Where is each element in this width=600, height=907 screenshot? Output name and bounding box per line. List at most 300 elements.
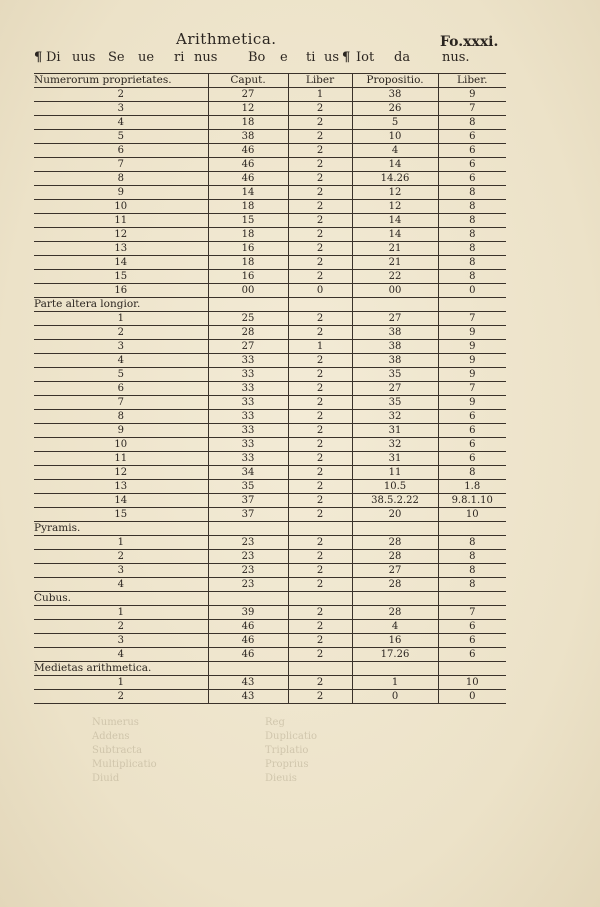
propositio-value: 1	[352, 676, 438, 690]
propositio-value: 4	[352, 144, 438, 158]
liber-value: 2	[288, 494, 352, 508]
row-number: 6	[34, 144, 208, 158]
liber-value: 2	[288, 634, 352, 648]
row-number: 2	[34, 550, 208, 564]
caput-value: 28	[208, 326, 288, 340]
propositio-value: 38.5.2.22	[352, 494, 438, 508]
heading-word: e	[280, 50, 288, 65]
liber-value: 2	[288, 676, 352, 690]
caput-value: 46	[208, 144, 288, 158]
empty-cell	[438, 592, 506, 606]
propositio-value: 38	[352, 354, 438, 368]
table-row	[34, 186, 506, 200]
row-number: 1	[34, 536, 208, 550]
caput-value: 43	[208, 690, 288, 704]
liber-value: 2	[288, 438, 352, 452]
table-row	[34, 480, 506, 494]
pilcrow-icon: ¶	[34, 50, 43, 65]
row-number: 13	[34, 480, 208, 494]
caput-value: 34	[208, 466, 288, 480]
heading-word: ue	[138, 50, 155, 65]
liber-value: 2	[288, 200, 352, 214]
section-title: Pyramis.	[34, 522, 208, 536]
show-through-line: Multiplicatio	[92, 759, 157, 770]
heading-word: Di	[46, 50, 61, 65]
liber2-value: 6	[438, 438, 506, 452]
liber2-value: 6	[438, 172, 506, 186]
liber2-value: 8	[438, 578, 506, 592]
table-row	[34, 116, 506, 130]
caput-value: 23	[208, 578, 288, 592]
propositio-value: 35	[352, 396, 438, 410]
table-row	[34, 396, 506, 410]
section-row	[34, 522, 506, 536]
liber-value: 2	[288, 326, 352, 340]
caput-value: 18	[208, 200, 288, 214]
column-header: Propositio.	[352, 74, 438, 88]
liber-value: 2	[288, 606, 352, 620]
liber2-value: 6	[438, 424, 506, 438]
liber-value: 2	[288, 312, 352, 326]
table-row	[34, 606, 506, 620]
row-number: 2	[34, 88, 208, 102]
table-row	[34, 410, 506, 424]
pilcrow-icon: ¶	[342, 50, 351, 65]
row-number: 11	[34, 452, 208, 466]
table-row	[34, 648, 506, 662]
caput-value: 46	[208, 158, 288, 172]
row-number: 16	[34, 284, 208, 298]
table-row	[34, 368, 506, 382]
empty-cell	[288, 662, 352, 676]
liber-value: 2	[288, 452, 352, 466]
row-number: 7	[34, 158, 208, 172]
liber-value: 2	[288, 396, 352, 410]
row-number: 3	[34, 634, 208, 648]
propositio-value: 31	[352, 452, 438, 466]
propositio-value: 14.26	[352, 172, 438, 186]
caput-value: 23	[208, 550, 288, 564]
empty-cell	[438, 522, 506, 536]
table-row	[34, 564, 506, 578]
row-number: 9	[34, 424, 208, 438]
empty-cell	[438, 662, 506, 676]
propositio-value: 32	[352, 438, 438, 452]
propositio-value: 12	[352, 186, 438, 200]
propositio-value: 32	[352, 410, 438, 424]
liber2-value: 8	[438, 270, 506, 284]
table-row	[34, 494, 506, 508]
heading-word: ri	[174, 50, 185, 65]
liber-value: 2	[288, 102, 352, 116]
caput-value: 27	[208, 88, 288, 102]
caput-value: 23	[208, 536, 288, 550]
propositio-value: 14	[352, 228, 438, 242]
caput-value: 33	[208, 382, 288, 396]
table-header-row	[34, 74, 506, 88]
liber-value: 2	[288, 508, 352, 522]
table-row	[34, 340, 506, 354]
liber-value: 2	[288, 564, 352, 578]
liber2-value: 10	[438, 676, 506, 690]
table-row	[34, 452, 506, 466]
liber2-value: 8	[438, 550, 506, 564]
column-header: Caput.	[208, 74, 288, 88]
heading-word: da	[394, 50, 411, 65]
table-row	[34, 102, 506, 116]
row-number: 12	[34, 466, 208, 480]
table-row	[34, 326, 506, 340]
row-number: 3	[34, 564, 208, 578]
section-row	[34, 298, 506, 312]
liber2-value: 8	[438, 200, 506, 214]
empty-cell	[352, 592, 438, 606]
table-row	[34, 536, 506, 550]
table-row	[34, 438, 506, 452]
liber2-value: 8	[438, 186, 506, 200]
table-row	[34, 382, 506, 396]
liber-value: 2	[288, 228, 352, 242]
proprietates-table	[34, 73, 506, 704]
caput-value: 18	[208, 256, 288, 270]
caput-value: 46	[208, 634, 288, 648]
propositio-value: 10	[352, 130, 438, 144]
caput-value: 25	[208, 312, 288, 326]
show-through-line: Diuid	[92, 773, 120, 784]
caput-value: 33	[208, 424, 288, 438]
liber2-value: 10	[438, 508, 506, 522]
liber-value: 2	[288, 158, 352, 172]
empty-cell	[438, 298, 506, 312]
row-number: 5	[34, 368, 208, 382]
table-row	[34, 130, 506, 144]
table-row	[34, 620, 506, 634]
propositio-value: 31	[352, 424, 438, 438]
row-number: 3	[34, 102, 208, 116]
empty-cell	[352, 522, 438, 536]
liber2-value: 9	[438, 340, 506, 354]
row-number: 12	[34, 228, 208, 242]
row-number: 2	[34, 690, 208, 704]
propositio-value: 14	[352, 158, 438, 172]
liber-value: 2	[288, 242, 352, 256]
propositio-value: 20	[352, 508, 438, 522]
liber-value: 2	[288, 536, 352, 550]
propositio-value: 17.26	[352, 648, 438, 662]
caput-value: 35	[208, 480, 288, 494]
caput-value: 37	[208, 508, 288, 522]
caput-value: 37	[208, 494, 288, 508]
liber2-value: 6	[438, 158, 506, 172]
caput-value: 33	[208, 368, 288, 382]
row-number: 1	[34, 606, 208, 620]
table-row	[34, 354, 506, 368]
caput-value: 39	[208, 606, 288, 620]
row-number: 13	[34, 242, 208, 256]
row-number: 4	[34, 116, 208, 130]
table-row	[34, 172, 506, 186]
heading-word: nus.	[442, 50, 470, 65]
liber2-value: 6	[438, 410, 506, 424]
caput-value: 46	[208, 620, 288, 634]
row-number: 15	[34, 508, 208, 522]
table-row	[34, 270, 506, 284]
caput-value: 12	[208, 102, 288, 116]
running-title: Arithmetica.	[176, 30, 277, 48]
table-row	[34, 144, 506, 158]
row-number: 3	[34, 340, 208, 354]
show-through-text-left	[92, 716, 157, 786]
propositio-value: 12	[352, 200, 438, 214]
propositio-value: 38	[352, 340, 438, 354]
empty-cell	[208, 522, 288, 536]
propositio-value: 27	[352, 564, 438, 578]
propositio-value: 35	[352, 368, 438, 382]
liber-value: 2	[288, 130, 352, 144]
liber2-value: 9.8.1.10	[438, 494, 506, 508]
table-row	[34, 256, 506, 270]
row-number: 1	[34, 676, 208, 690]
column-header: Liber	[288, 74, 352, 88]
caput-value: 46	[208, 648, 288, 662]
liber2-value: 9	[438, 368, 506, 382]
propositio-value: 22	[352, 270, 438, 284]
caput-value: 46	[208, 172, 288, 186]
row-number: 1	[34, 312, 208, 326]
table-row	[34, 200, 506, 214]
liber2-value: 0	[438, 690, 506, 704]
show-through-text-right	[265, 716, 317, 786]
show-through-line: Addens	[92, 731, 130, 742]
liber-value: 2	[288, 578, 352, 592]
column-header: Liber.	[438, 74, 506, 88]
liber-value: 0	[288, 284, 352, 298]
section-title: Parte altera longior.	[34, 298, 208, 312]
row-number: 14	[34, 494, 208, 508]
row-number: 11	[34, 214, 208, 228]
liber2-value: 8	[438, 214, 506, 228]
row-number: 4	[34, 648, 208, 662]
section-row	[34, 662, 506, 676]
empty-cell	[208, 662, 288, 676]
liber-value: 2	[288, 466, 352, 480]
liber2-value: 8	[438, 116, 506, 130]
show-through-line: Numerus	[92, 717, 139, 728]
liber2-value: 8	[438, 242, 506, 256]
liber2-value: 8	[438, 256, 506, 270]
caput-value: 33	[208, 438, 288, 452]
table-row	[34, 508, 506, 522]
caput-value: 33	[208, 354, 288, 368]
liber-value: 2	[288, 116, 352, 130]
row-number: 5	[34, 130, 208, 144]
caput-value: 23	[208, 564, 288, 578]
liber2-value: 9	[438, 326, 506, 340]
liber-value: 2	[288, 410, 352, 424]
table-row	[34, 550, 506, 564]
liber-value: 2	[288, 424, 352, 438]
liber-value: 1	[288, 340, 352, 354]
liber2-value: 1.8	[438, 480, 506, 494]
section-title: Cubus.	[34, 592, 208, 606]
propositio-value: 21	[352, 256, 438, 270]
propositio-value: 28	[352, 578, 438, 592]
row-number: 2	[34, 620, 208, 634]
liber2-value: 8	[438, 228, 506, 242]
liber-value: 2	[288, 382, 352, 396]
caput-value: 14	[208, 186, 288, 200]
propositio-value: 38	[352, 88, 438, 102]
caput-value: 33	[208, 452, 288, 466]
table-row	[34, 466, 506, 480]
liber-value: 2	[288, 620, 352, 634]
caput-value: 43	[208, 676, 288, 690]
caput-value: 33	[208, 410, 288, 424]
table-row	[34, 634, 506, 648]
show-through-line: Reg	[265, 717, 285, 728]
liber-value: 2	[288, 690, 352, 704]
table-row	[34, 690, 506, 704]
propositio-value: 10.5	[352, 480, 438, 494]
propositio-value: 28	[352, 606, 438, 620]
caput-value: 27	[208, 340, 288, 354]
show-through-line: Duplicatio	[265, 731, 318, 742]
table-body	[34, 88, 506, 704]
liber-value: 2	[288, 214, 352, 228]
liber-value: 2	[288, 550, 352, 564]
liber-value: 2	[288, 368, 352, 382]
liber2-value: 6	[438, 634, 506, 648]
show-through-line: Triplatio	[265, 745, 309, 756]
liber-value: 2	[288, 648, 352, 662]
liber-value: 2	[288, 186, 352, 200]
show-through-line: Subtracta	[92, 745, 143, 756]
liber-value: 2	[288, 270, 352, 284]
table-row	[34, 284, 506, 298]
liber-value: 2	[288, 172, 352, 186]
section-title: Medietas arithmetica.	[34, 662, 208, 676]
empty-cell	[352, 662, 438, 676]
row-number: 2	[34, 326, 208, 340]
liber2-value: 6	[438, 144, 506, 158]
table-row	[34, 158, 506, 172]
heading-word: ti	[306, 50, 316, 65]
row-number: 10	[34, 200, 208, 214]
empty-cell	[288, 522, 352, 536]
table-row	[34, 214, 506, 228]
liber-value: 1	[288, 88, 352, 102]
row-number: 15	[34, 270, 208, 284]
show-through-line: Dieuis	[265, 773, 297, 784]
liber-value: 2	[288, 256, 352, 270]
propositio-value: 38	[352, 326, 438, 340]
heading-word: uus	[72, 50, 96, 65]
heading-word: us	[324, 50, 340, 65]
propositio-value: 5	[352, 116, 438, 130]
table-row	[34, 242, 506, 256]
row-number: 4	[34, 578, 208, 592]
propositio-value: 28	[352, 550, 438, 564]
table-row	[34, 88, 506, 102]
folio-number: Fo.xxxi.	[440, 34, 499, 50]
caput-value: 16	[208, 270, 288, 284]
propositio-value: 26	[352, 102, 438, 116]
liber2-value: 7	[438, 102, 506, 116]
liber2-value: 0	[438, 284, 506, 298]
show-through-line: Proprius	[265, 759, 309, 770]
liber2-value: 9	[438, 354, 506, 368]
propositio-value: 27	[352, 382, 438, 396]
propositio-value: 11	[352, 466, 438, 480]
row-number: 4	[34, 354, 208, 368]
heading-word: Bo	[248, 50, 266, 65]
caput-value: 33	[208, 396, 288, 410]
heading-word: Iot	[356, 50, 375, 65]
caput-value: 18	[208, 116, 288, 130]
row-number: 10	[34, 438, 208, 452]
propositio-value: 28	[352, 536, 438, 550]
row-number: 7	[34, 396, 208, 410]
propositio-value: 0	[352, 690, 438, 704]
liber2-value: 6	[438, 620, 506, 634]
liber2-value: 6	[438, 452, 506, 466]
heading-word: nus	[194, 50, 218, 65]
propositio-value: 27	[352, 312, 438, 326]
empty-cell	[208, 592, 288, 606]
row-number: 8	[34, 172, 208, 186]
caput-value: 18	[208, 228, 288, 242]
table-row	[34, 578, 506, 592]
empty-cell	[352, 298, 438, 312]
liber-value: 2	[288, 354, 352, 368]
table-row	[34, 228, 506, 242]
liber2-value: 8	[438, 536, 506, 550]
liber2-value: 6	[438, 130, 506, 144]
liber-value: 2	[288, 480, 352, 494]
liber-value: 2	[288, 144, 352, 158]
caput-value: 15	[208, 214, 288, 228]
empty-cell	[208, 298, 288, 312]
liber2-value: 8	[438, 466, 506, 480]
propositio-value: 4	[352, 620, 438, 634]
empty-cell	[288, 298, 352, 312]
empty-cell	[288, 592, 352, 606]
row-number: 6	[34, 382, 208, 396]
propositio-value: 14	[352, 214, 438, 228]
liber2-value: 7	[438, 606, 506, 620]
propositio-value: 16	[352, 634, 438, 648]
liber2-value: 9	[438, 88, 506, 102]
propositio-value: 21	[352, 242, 438, 256]
table-row	[34, 676, 506, 690]
caput-value: 38	[208, 130, 288, 144]
liber2-value: 7	[438, 382, 506, 396]
caput-value: 00	[208, 284, 288, 298]
liber2-value: 9	[438, 396, 506, 410]
caput-value: 16	[208, 242, 288, 256]
heading-word: Se	[108, 50, 125, 65]
liber2-value: 8	[438, 564, 506, 578]
row-number: 14	[34, 256, 208, 270]
propositio-value: 00	[352, 284, 438, 298]
column-header: Numerorum proprietates.	[34, 74, 208, 88]
table-row	[34, 424, 506, 438]
liber2-value: 7	[438, 312, 506, 326]
table-row	[34, 312, 506, 326]
row-number: 9	[34, 186, 208, 200]
section-row	[34, 592, 506, 606]
row-number: 8	[34, 410, 208, 424]
